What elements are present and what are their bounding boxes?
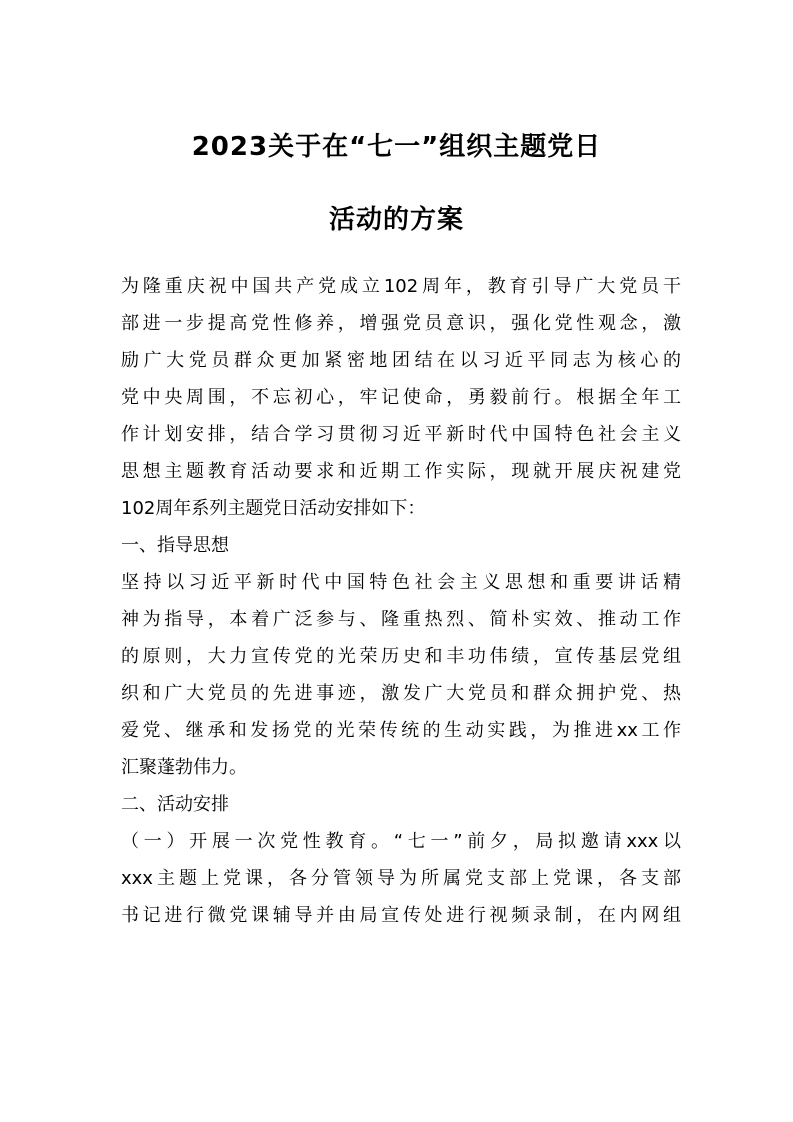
body-line: 织和广大党员的先进事迹，激发广大党员和群众拥护党、热 xyxy=(121,683,681,704)
body-line: 党中央周围，不忘初心，牢记使命，勇毅前行。根据全年工 xyxy=(121,387,681,408)
body-line: 坚持以习近平新时代中国特色社会主义思想和重要讲话精 xyxy=(121,572,681,593)
document-title-line-2: 活动的方案 xyxy=(328,205,464,235)
document-title-line-1: 2023关于在“七一”组织主题党日 xyxy=(191,132,602,162)
body-line: xxx主题上党课，各分管领导为所属党支部上党课，各支部 xyxy=(121,868,681,889)
body-line: 一、指导思想 xyxy=(121,535,229,556)
document-body xyxy=(121,268,681,934)
body-line: 102周年系列主题党日活动安排如下： xyxy=(121,498,426,519)
body-line: 为隆重庆祝中国共产党成立102周年，教育引导广大党员干 xyxy=(121,276,681,297)
body-line: 书记进行微党课辅导并由局宣传处进行视频录制，在内网组 xyxy=(121,905,681,926)
body-line: 神为指导，本着广泛参与、隆重热烈、简朴实效、推动工作 xyxy=(121,609,681,630)
body-line: 的原则，大力宣传党的光荣历史和丰功伟绩，宣传基层党组 xyxy=(121,646,681,667)
body-line: 部进一步提高党性修养，增强党员意识，强化党性观念，激 xyxy=(121,313,681,334)
body-line: （一）开展一次党性教育。“七一”前夕，局拟邀请xxx以 xyxy=(121,831,681,852)
body-line: 爱党、继承和发扬党的光荣传统的生动实践，为推进xx工作 xyxy=(121,720,681,741)
body-line: 励广大党员群众更加紧密地团结在以习近平同志为核心的 xyxy=(121,350,681,371)
body-line: 作计划安排，结合学习贯彻习近平新时代中国特色社会主义 xyxy=(121,424,681,445)
body-line: 二、活动安排 xyxy=(121,794,229,815)
body-line: 思想主题教育活动要求和近期工作实际，现就开展庆祝建党 xyxy=(121,461,681,482)
body-line: 汇聚蓬勃伟力。 xyxy=(121,757,247,778)
